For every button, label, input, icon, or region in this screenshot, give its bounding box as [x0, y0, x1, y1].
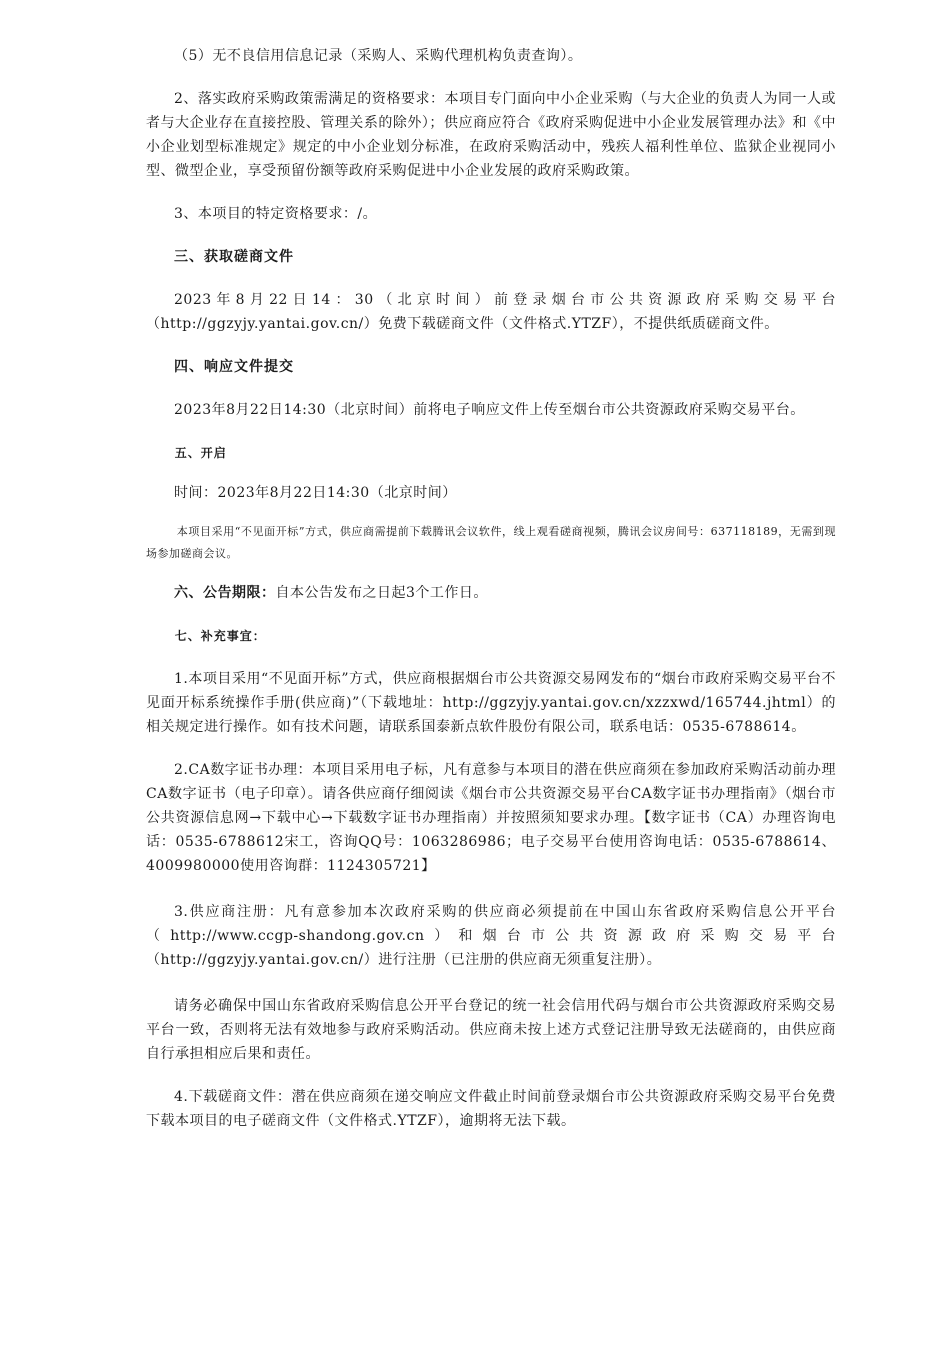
- paragraph-ca-certificate: 2.CA数字证书办理：本项目采用电子标，凡有意参与本项目的潜在供应商须在参加政府采购活动前办理CA数字证书（电子印章）。请各供应商仔细阅读《烟台市公共资源交易平台CA数字证书办理指南》（烟台市公共资源信息网→下载中心→下载数字证书办理指南）并按照须知要求办理。【数字证书（CA）办理咨询电话：0535-6788612宋工，咨询QQ号：1063286986；电子交易平台使用咨询电话：0535-6788614、4009980000使用咨询群：1124305721】: [146, 762, 836, 874]
- heading-supplementary: 七、补充事宜：: [174, 629, 266, 643]
- paragraph-remote-opening: 1.本项目采用“不见面开标”方式，供应商根据烟台市公共资源交易网发布的“烟台市政府采购交易平台不见面开标系统操作手册(供应商)”（下载地址：http://ggzyjy.yantai.gov.cn/xzzxwd/165744.jhtml）的相关规定进行操作。如有技术问题，请联系国泰新点软件股份有限公司，联系电话：0535-6788614。: [146, 671, 836, 735]
- paragraph-opening-time: 时间：2023年8月22日14:30（北京时间）: [174, 485, 457, 501]
- paragraph-supplier-registration: 3.供应商注册：凡有意参加本次政府采购的供应商必须提前在中国山东省政府采购信息公开平台（http://www.ccgp-shandong.gov.cn）和烟台市公共资源政府采购交易平台（http://ggzyjy.yantai.gov.cn/）进行注册（已注册的供应商无须重复注册）。: [146, 904, 836, 968]
- paragraph-sme-policy: 2、落实政府采购政策需满足的资格要求：本项目专门面向中小企业采购（与大企业的负责人为同一人或者与大企业存在直接控股、管理关系的除外）；供应商应符合《政府采购促进中小企业发展管理办法》和《中小企业划型标准规定》规定的中小企业划分标准，在政府采购活动中，残疾人福利性单位、监狱企业视同小型、微型企业，享受预留份额等政府采购促进中小企业发展的政府采购政策。: [146, 91, 836, 179]
- notice-period-label: 六、公告期限：: [174, 585, 276, 601]
- heading-opening: 五、开启: [174, 446, 227, 460]
- notice-period-text: 自本公告发布之日起3个工作日。: [275, 585, 488, 601]
- paragraph-credit-code-notice: 请务必确保中国山东省政府采购信息公开平台登记的统一社会信用代码与烟台市公共资源政府采购交易平台一致，否则将无法有效地参与政府采购活动。供应商未按上述方式登记注册导致无法磋商的，由供应商自行承担相应后果和责任。: [146, 998, 836, 1062]
- heading-response-submission: 四、响应文件提交: [174, 359, 294, 375]
- paragraph-download-documents: 4.下载磋商文件：潜在供应商须在递交响应文件截止时间前登录烟台市公共资源政府采购交易平台免费下载本项目的电子磋商文件（文件格式.YTZF），逾期将无法下载。: [146, 1089, 836, 1129]
- paragraph-special-requirements: 3、本项目的特定资格要求：/。: [174, 206, 378, 222]
- paragraph-online-opening: 本项目采用“不见面开标”方式，供应商需提前下载腾讯会议软件，线上观看磋商视频，腾讯会议房间号：637118189，无需到现场参加磋商会议。: [146, 525, 836, 560]
- paragraph-credit-record: （5）无不良信用信息记录（采购人、采购代理机构负责查询）。: [174, 48, 583, 64]
- paragraph-obtain-documents: 2023年8月22日14：30（北京时间）前登录烟台市公共资源政府采购交易平台（http://ggzyjy.yantai.gov.cn/）免费下载磋商文件（文件格式.YTZF），不提供纸质磋商文件。: [146, 292, 836, 332]
- paragraph-notice-period: [146, 581, 836, 605]
- heading-obtain-documents: 三、获取磋商文件: [174, 249, 294, 265]
- document-page: [146, 44, 836, 1133]
- paragraph-response-submission: 2023年8月22日14:30（北京时间）前将电子响应文件上传至烟台市公共资源政府采购交易平台。: [174, 402, 805, 418]
